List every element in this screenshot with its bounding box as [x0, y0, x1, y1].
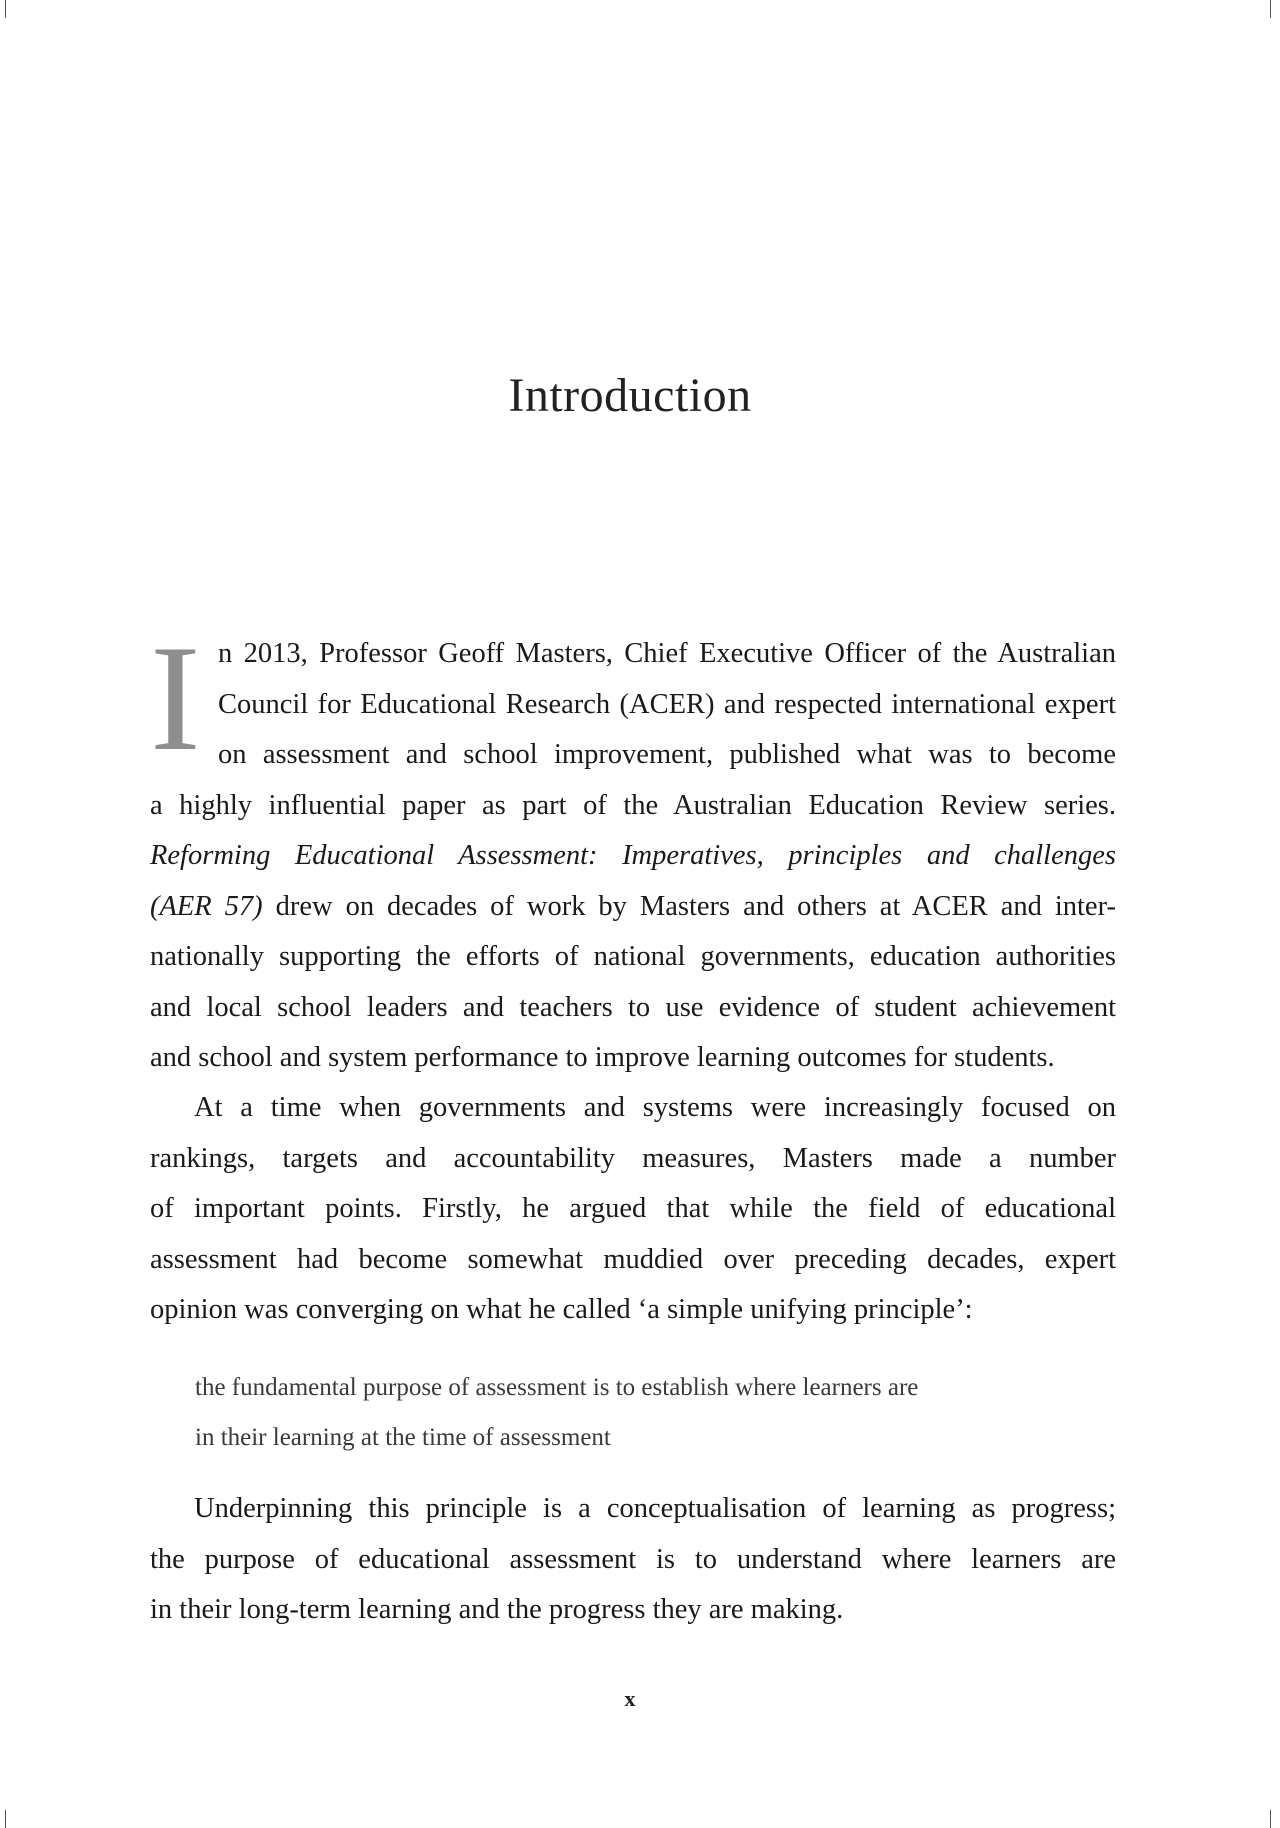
- series-reference: (AER 57): [150, 890, 263, 922]
- block-quote-line: in their learning at the time of assessment: [195, 1424, 611, 1451]
- paragraph-1-line: Council for Educational Research (ACER) and respected international expert: [218, 688, 1116, 720]
- paragraph-2-line: opinion was converging on what he called ‘a simple unifying principle’:: [150, 1294, 973, 1325]
- block-quote-line: the fundamental purpose of assessment is to establish where learners are: [195, 1374, 919, 1401]
- paragraph-1-line-rest: drew on decades of work by Masters and others at ACER and inter-: [262, 890, 1116, 922]
- crop-mark-top-left: [5, 0, 6, 18]
- paragraph-1-line: [150, 882, 1116, 933]
- crop-mark-top-right: [1270, 0, 1271, 18]
- paragraph-2-line: rankings, targets and accountability measures, Masters made a number: [150, 1142, 1116, 1174]
- paragraph-1-line: and school and system performance to improve learning outcomes for students.: [150, 1042, 1055, 1073]
- paragraph-2: [150, 1083, 1116, 1336]
- paragraph-1-line: nationally supporting the efforts of national governments, education authorities: [150, 941, 1116, 972]
- block-quote: [195, 1363, 1075, 1463]
- paragraph-3-line: the purpose of educational assessment is to understand where learners are: [150, 1543, 1116, 1575]
- paragraph-2-line: At a time when governments and systems were increasingly focused on: [194, 1092, 1116, 1123]
- paragraph-3-line: Underpinning this principle is a conceptualisation of learning as progress;: [194, 1493, 1116, 1524]
- paragraph-1-line: a highly influential paper as part of the Australian Education Review series.: [150, 789, 1116, 821]
- paragraph-2-line: assessment had become somewhat muddied over preceding decades, expert: [150, 1243, 1116, 1275]
- paragraph-1: [150, 614, 1116, 1084]
- paragraph-1-title-line: Reforming Educational Assessment: Imperatives, principles and challenges: [150, 840, 1116, 871]
- paragraph-3-line: in their long-term learning and the progress they are making.: [150, 1594, 844, 1625]
- crop-mark-bottom-right: [1270, 1810, 1271, 1828]
- drop-cap: I: [150, 614, 201, 782]
- paragraph-1-line: and local school leaders and teachers to use evidence of student achievement: [150, 991, 1116, 1023]
- page-title: Introduction: [508, 369, 752, 422]
- paragraph-1-line: n 2013, Professor Geoff Masters, Chief Executive Officer of the Australian: [218, 638, 1116, 669]
- paragraph-3: [150, 1484, 1116, 1636]
- page-number: x: [624, 1686, 636, 1711]
- paragraph-2-line: of important points. Firstly, he argued that while the field of educational: [150, 1193, 1116, 1224]
- paragraph-1-line: on assessment and school improvement, published what was to become: [218, 739, 1116, 770]
- crop-mark-bottom-left: [5, 1810, 6, 1828]
